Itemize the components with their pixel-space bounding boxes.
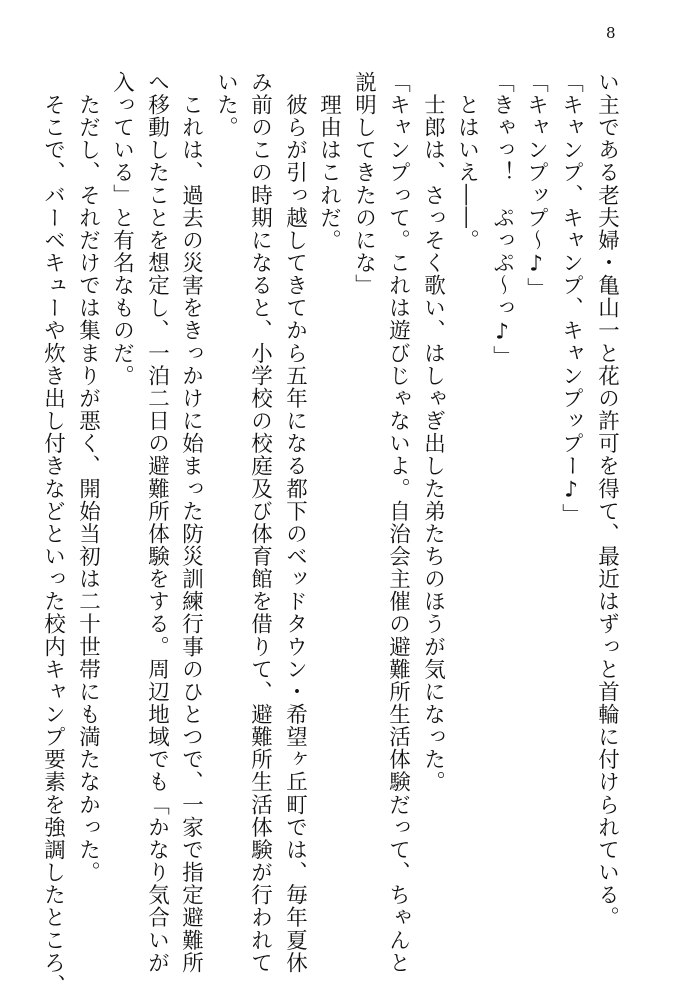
text-line: 説明してきたのにな」 [351, 71, 377, 297]
text-line: へ移動したことを想定し、一泊二日の避難所体験をする。周辺地域でも「かなり気合いが [144, 71, 170, 974]
text-line: 理由はこれだ。 [316, 71, 342, 252]
text-line: そこで、バーベキューや炊き出し付きなどといった校内キャンプ要素を強調したところ、 [40, 71, 66, 997]
text-line: 入っている」と有名なものだ。 [109, 71, 135, 388]
text-line: 「キャンプップ～♪」 [523, 71, 549, 301]
text-line: これは、過去の災害をきっかけに始まった防災訓練行事のひとつで、一家で指定避難所 [178, 71, 204, 974]
text-line: 「キャンプって。これは遊びじゃないよ。自治会主催の避難所生活体験だって、ちゃんと [385, 71, 411, 974]
text-line: 「きゃっ！ ぷっぷ～っ♪」 [489, 71, 515, 368]
text-line: いた。 [213, 71, 239, 139]
text-line: 「キャンプ、キャンプ、キャンプップー♪」 [558, 71, 584, 526]
text-line: 士郎は、さっそく歌い、はしゃぎ出した弟たちのほうが気になった。 [420, 71, 446, 794]
text-line: 彼らが引っ越してきてから五年になる都下のベッドタウン・希望ヶ丘町では、毎年夏休 [282, 71, 308, 974]
page-number: 8 [606, 24, 616, 42]
text-line: み前のこの時期になると、小学校の校庭及び体育館を借りて、避難所生活体験が行われて [247, 71, 273, 974]
text-line: とはいえ――。 [454, 71, 480, 252]
text-line: ただし、それだけでは集まりが悪く、開始当初は二十世帯にも満たなかった。 [75, 71, 101, 884]
text-line: い主である老夫婦・亀山一と花の許可を得て、最近はずっと首輪に付けられている。 [594, 71, 620, 929]
